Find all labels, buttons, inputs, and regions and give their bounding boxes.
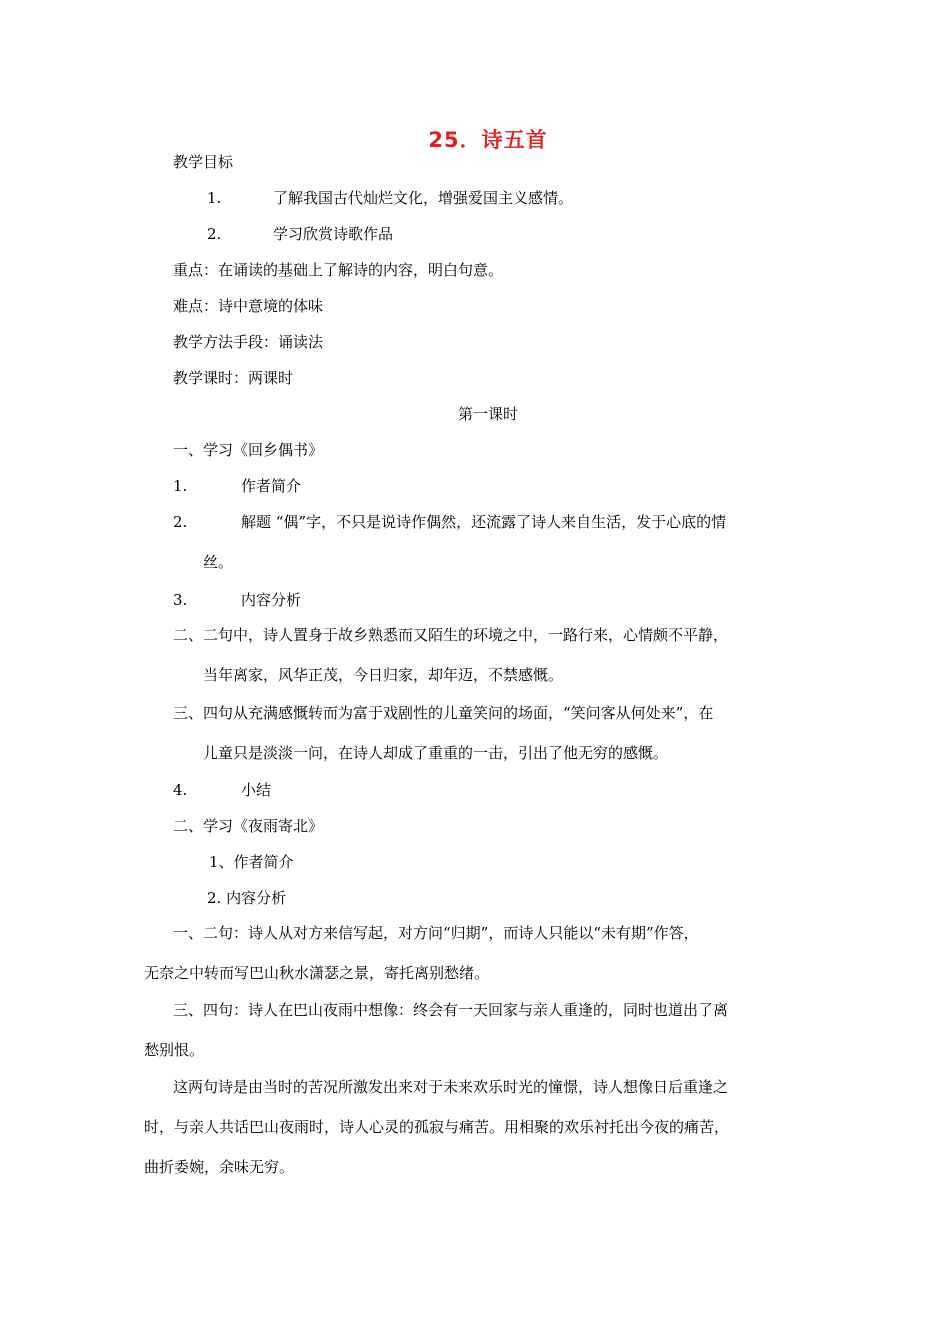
section-2-paragraph-1-continued: 无奈之中转而写巴山秋水潇瑟之景，寄托离别愁绪。 (144, 964, 490, 982)
goal-1 (207, 188, 573, 208)
section-1-title: 一、学习《回乡偶书》 (173, 441, 324, 459)
item-text: 解题 “偶”字，不只是说诗作偶然，还流露了诗人来自生活，发于心底的情 (241, 513, 727, 531)
lesson-title: 第一课时 (457, 405, 518, 423)
item-text: 作者简介 (241, 477, 302, 495)
section-1-item-2-continued: 丝。 (203, 553, 234, 571)
section-1-paragraph-2-continued: 儿童只是淡淡一问，在诗人却成了重重的一击，引出了他无穷的感慨。 (203, 744, 669, 762)
item-number: 4. (173, 781, 188, 799)
item-number: 2. (173, 513, 188, 531)
difficulty: 难点：诗中意境的体味 (173, 297, 324, 315)
section-1-paragraph-1-continued: 当年离家，风华正茂，今日归家，却年迈，不禁感慨。 (203, 666, 564, 684)
item-text: 内容分析 (241, 591, 302, 609)
section-2-paragraph-3-line-3: 曲折委婉，余味无穷。 (144, 1158, 295, 1176)
section-2-item-1: 1、作者简介 (209, 853, 294, 871)
section-2-paragraph-1: 一、二句：诗人从对方来信写起，对方问“归期”，而诗人只能以“未有期”作答， (173, 924, 699, 942)
teaching-method: 教学方法手段：诵读法 (173, 333, 324, 351)
goal-1-number: 1. (207, 189, 222, 207)
goal-1-text: 了解我国古代灿烂文化，增强爱国主义感情。 (273, 189, 574, 207)
goals-heading: 教学目标 (173, 153, 234, 171)
section-1-paragraph-1: 二、二句中，诗人置身于故乡熟悉而又陌生的环境之中，一路行来，心情颇不平静， (173, 626, 729, 644)
section-2-paragraph-3-line-2: 时，与亲人共话巴山夜雨时，诗人心灵的孤寂与痛苦。用相聚的欢乐衬托出今夜的痛苦， (144, 1118, 730, 1136)
section-2-item-2: 2. 内容分析 (207, 889, 287, 907)
item-number: 3. (173, 591, 188, 609)
section-1-item-1 (173, 476, 301, 496)
item-number: 1. (173, 477, 188, 495)
key-point: 重点：在诵读的基础上了解诗的内容，明白句意。 (173, 261, 504, 279)
section-2-paragraph-2-continued: 愁别恨。 (144, 1041, 205, 1059)
goal-2 (207, 224, 393, 244)
goal-2-number: 2. (207, 225, 222, 243)
goal-2-text: 学习欣赏诗歌作品 (273, 225, 394, 243)
section-1-item-3 (173, 590, 301, 610)
document-title: 25．诗五首 (428, 128, 548, 152)
section-1-item-2 (173, 512, 726, 532)
class-hours: 教学课时：两课时 (173, 369, 294, 387)
section-2-paragraph-2: 三、四句：诗人在巴山夜雨中想像：终会有一天回家与亲人重逢的，同时也道出了离 (173, 1001, 729, 1019)
section-1-item-4 (173, 780, 271, 800)
section-2-title: 二、学习《夜雨寄北》 (173, 817, 324, 835)
section-1-paragraph-2: 三、四句从充满感慨转而为富于戏剧性的儿童笑问的场面，“笑问客从何处来”，在 (173, 704, 714, 722)
item-text: 小结 (241, 781, 272, 799)
section-2-paragraph-3: 这两句诗是由当时的苦况所激发出来对于未来欢乐时光的憧憬，诗人想像日后重逢之 (173, 1078, 729, 1096)
